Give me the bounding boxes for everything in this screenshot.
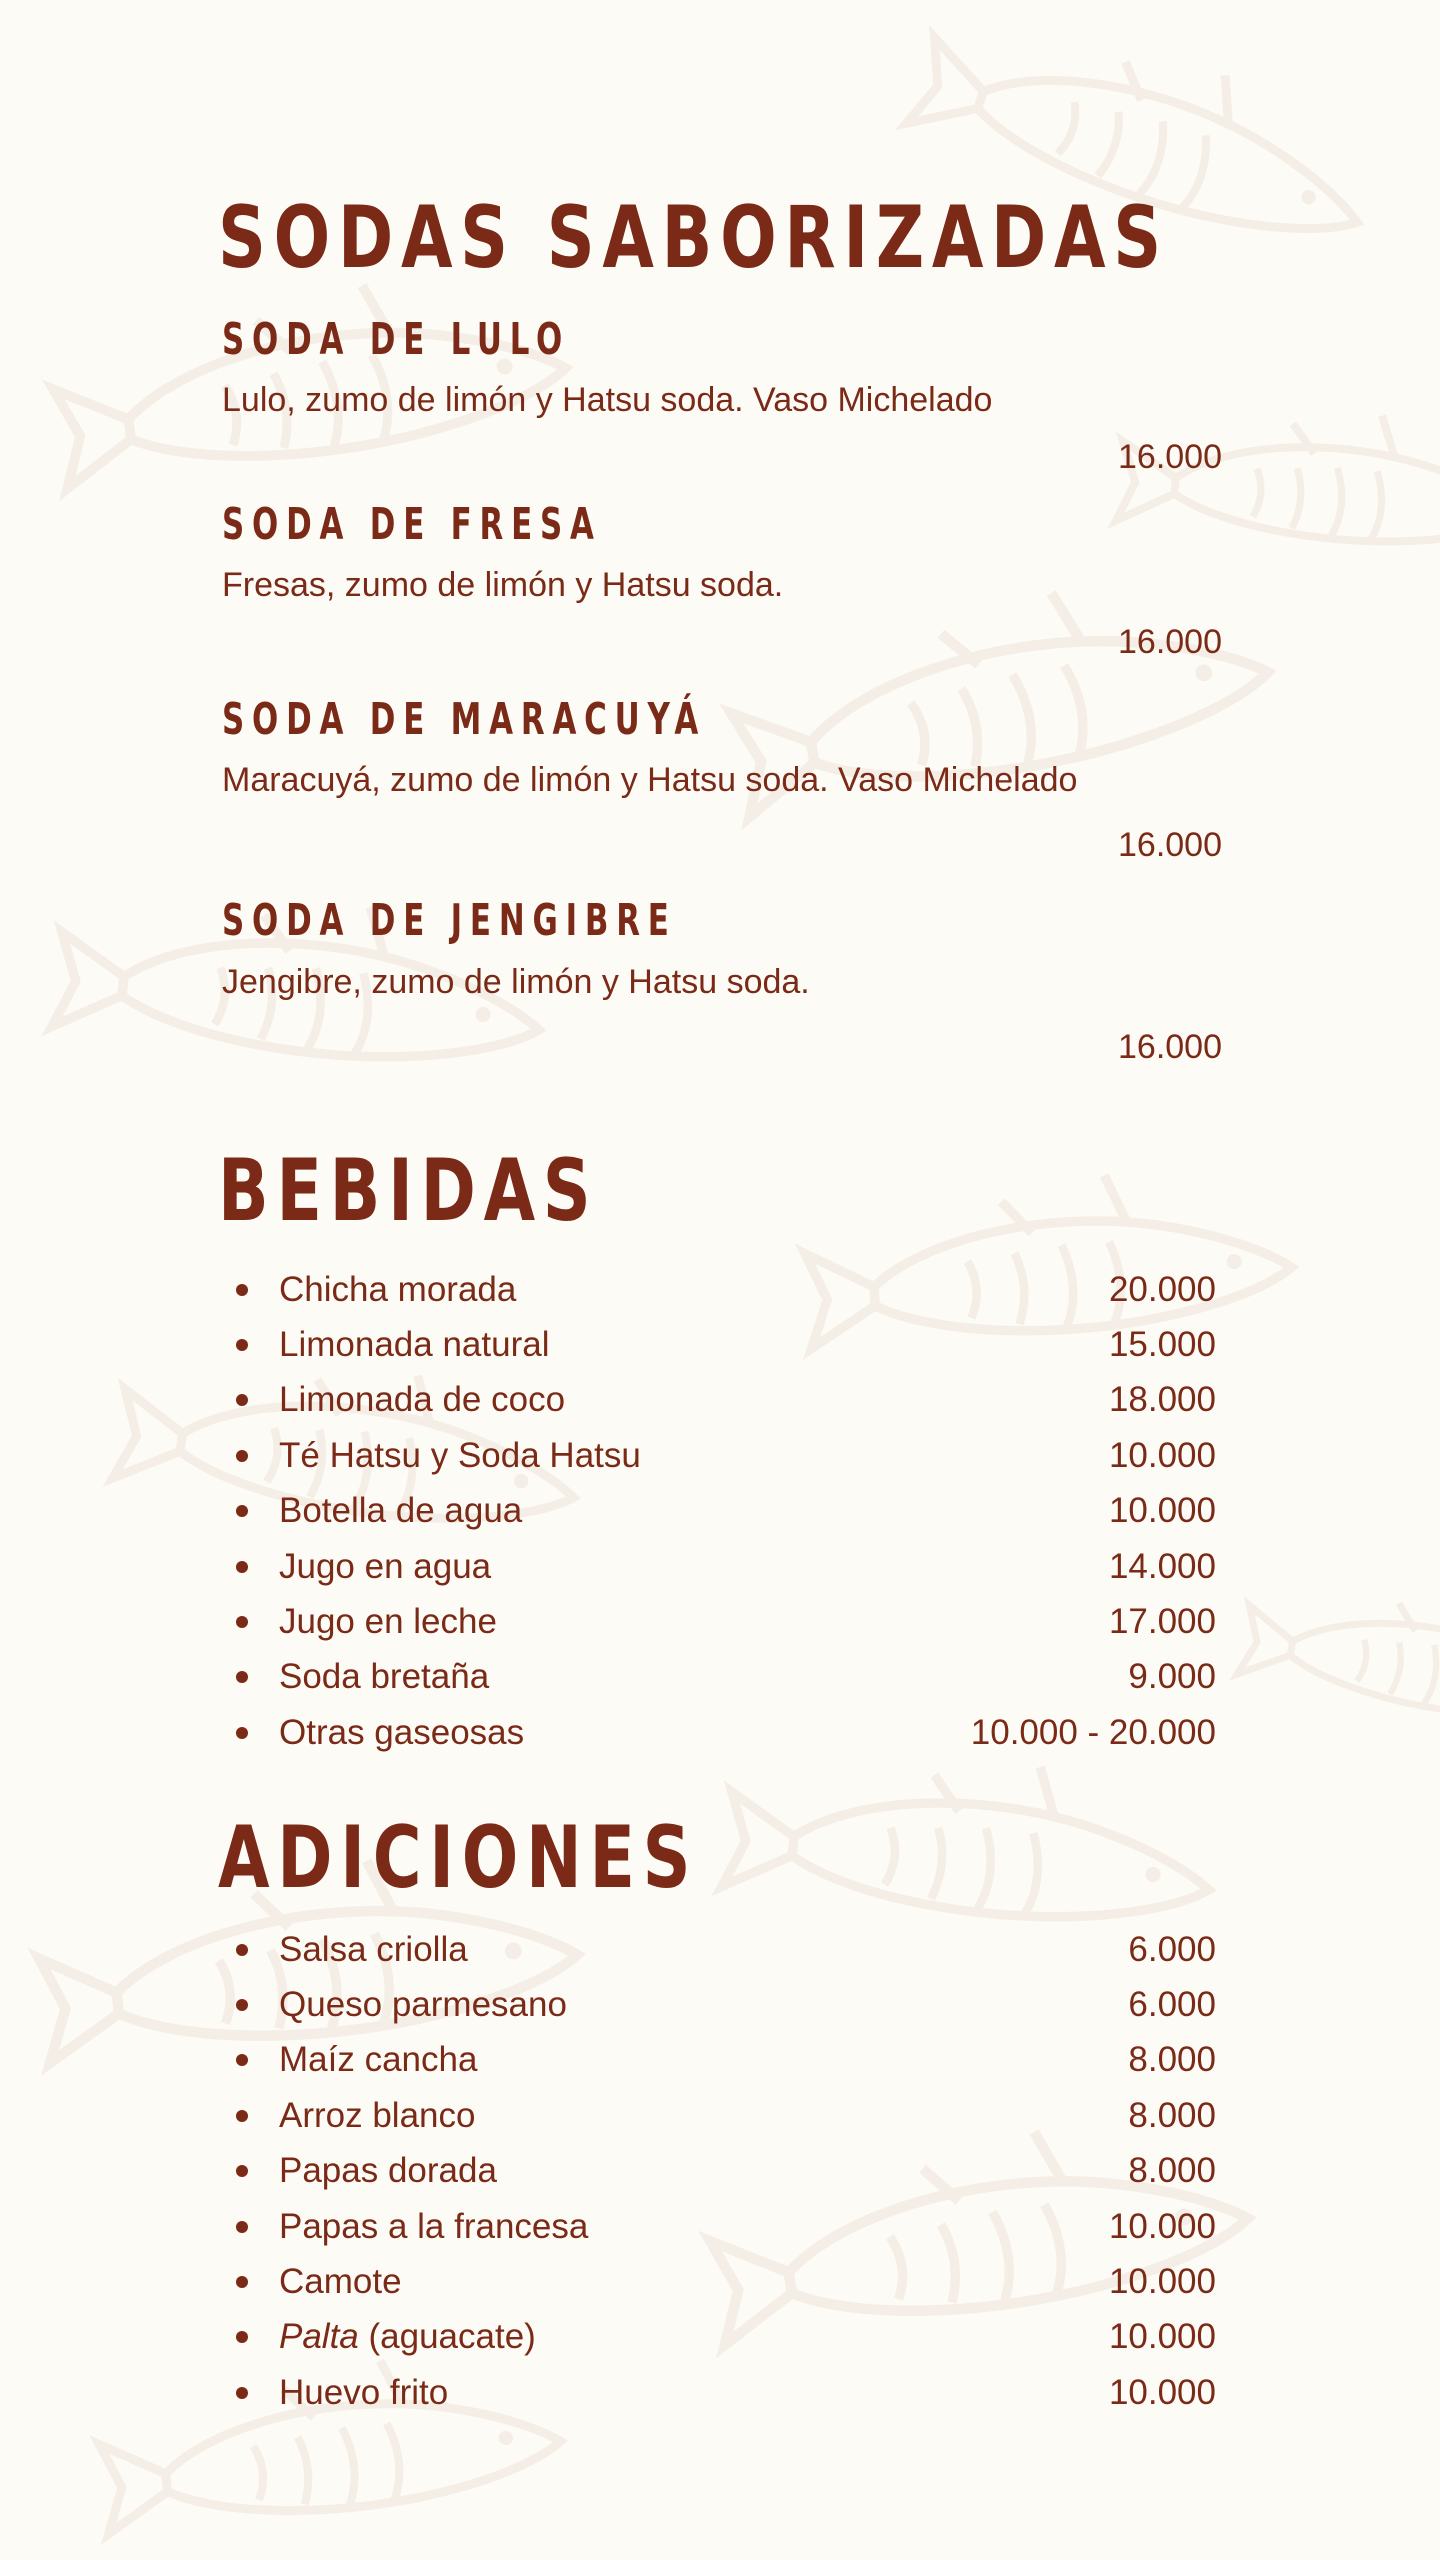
list-item: Soda bretaña 9.000: [222, 1650, 1222, 1705]
list-item: Huevo frito 10.000: [222, 2365, 1222, 2420]
list-item: Jugo en leche 17.000: [222, 1594, 1222, 1649]
sodas-section-title: SODAS SABORIZADAS: [218, 188, 1169, 288]
soda-lulo-price: 16.000: [1118, 438, 1222, 476]
list-item: Camote 10.000: [222, 2254, 1222, 2309]
list-item: Chicha morada 20.000: [222, 1262, 1222, 1317]
list-item: Papas dorada 8.000: [222, 2144, 1222, 2199]
list-item: Limonada de coco 18.000: [222, 1373, 1222, 1428]
adiciones-list: [222, 1922, 1222, 2421]
soda-maracuya-name: SODA DE MARACUYÁ: [222, 694, 707, 745]
soda-maracuya-price: 16.000: [1118, 826, 1222, 864]
soda-fresa-desc: Fresas, zumo de limón y Hatsu soda.: [222, 566, 784, 604]
soda-jengibre-name: SODA DE JENGIBRE: [222, 895, 677, 946]
list-item: Maíz cancha 8.000: [222, 2033, 1222, 2088]
bebidas-section-title: BEBIDAS: [218, 1141, 599, 1241]
list-item: Papas a la francesa 10.000: [222, 2199, 1222, 2254]
soda-lulo-name: SODA DE LULO: [222, 314, 571, 365]
bebidas-list: [222, 1262, 1222, 1761]
list-item: Salsa criolla 6.000: [222, 1922, 1222, 1977]
list-item: Queso parmesano 6.000: [222, 1977, 1222, 2032]
list-item: Limonada natural 15.000: [222, 1317, 1222, 1372]
list-item: Palta (aguacate) 10.000: [222, 2310, 1222, 2365]
list-item: Té Hatsu y Soda Hatsu 10.000: [222, 1428, 1222, 1483]
soda-maracuya-desc: Maracuyá, zumo de limón y Hatsu soda. Vaso Michelado: [222, 761, 1078, 799]
list-item: Jugo en agua 14.000: [222, 1539, 1222, 1594]
soda-lulo-desc: Lulo, zumo de limón y Hatsu soda. Vaso Michelado: [222, 381, 993, 419]
list-item: Botella de agua 10.000: [222, 1484, 1222, 1539]
soda-fresa-name: SODA DE FRESA: [222, 499, 602, 550]
list-item: Arroz blanco 8.000: [222, 2088, 1222, 2143]
list-item: Otras gaseosas 10.000 - 20.000: [222, 1705, 1222, 1760]
soda-fresa-price: 16.000: [1118, 623, 1222, 661]
soda-jengibre-desc: Jengibre, zumo de limón y Hatsu soda.: [222, 963, 810, 1001]
soda-jengibre-price: 16.000: [1118, 1028, 1222, 1066]
adiciones-section-title: ADICIONES: [218, 1808, 699, 1908]
